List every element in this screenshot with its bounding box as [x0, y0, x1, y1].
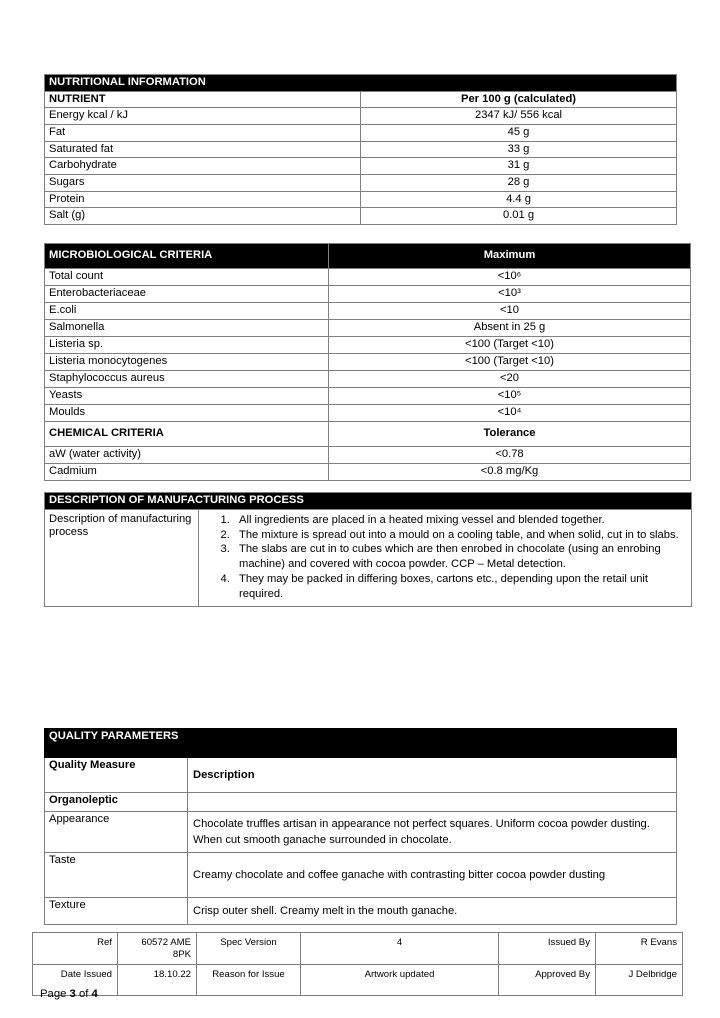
- process-steps-cell: [199, 509, 692, 606]
- quality-section-header-spacer: [188, 729, 677, 758]
- micro-criterion: Enterobacteriaceae: [45, 286, 329, 303]
- chemical-col-tolerance: Tolerance: [329, 422, 691, 447]
- chemical-section-title: CHEMICAL CRITERIA: [45, 422, 329, 447]
- nutrient-value: 31 g: [361, 158, 677, 175]
- footer-issued-by-value: R Evans: [596, 933, 683, 965]
- quality-column-headers: [45, 758, 677, 793]
- table-row: [45, 286, 691, 303]
- micro-section-title: MICROBIOLOGICAL CRITERIA: [45, 244, 329, 269]
- micro-criterion: Total count: [45, 269, 329, 286]
- nutrient-name: Salt (g): [45, 208, 361, 225]
- table-row: [45, 509, 692, 606]
- nutrient-value: 45 g: [361, 124, 677, 141]
- quality-col-description: Description: [188, 758, 677, 793]
- table-row: [45, 371, 691, 388]
- table-row: [45, 337, 691, 354]
- footer-date-issued-label: Date Issued: [33, 965, 118, 996]
- footer-spec-version-label: Spec Version: [197, 933, 301, 965]
- quality-parameters-table: [44, 728, 677, 925]
- chemical-value: <0.78: [329, 447, 691, 464]
- manufacturing-process-table: [44, 492, 692, 607]
- table-row: [45, 447, 691, 464]
- chemical-value: <0.8 mg/Kg: [329, 464, 691, 481]
- table-row: [45, 208, 677, 225]
- footer-approved-by-label: Approved By: [499, 965, 596, 996]
- footer-ref-label: Ref: [33, 933, 118, 965]
- quality-group-row: [45, 793, 677, 812]
- nutrition-column-headers: [45, 91, 677, 108]
- chemical-criterion: Cadmium: [45, 464, 329, 481]
- nutrition-section-title: NUTRITIONAL INFORMATION: [45, 75, 677, 92]
- page-number: [40, 988, 98, 1000]
- quality-measure: Texture: [45, 898, 188, 925]
- table-row: [45, 174, 677, 191]
- list-item: 2. The mixture is spread out into a mould on a cooling table, and when solid, cut in to slabs.: [233, 528, 685, 543]
- table-row: [45, 464, 691, 481]
- process-steps-list: [199, 513, 685, 602]
- process-label: Description of manufacturing process: [45, 509, 199, 606]
- footer-spec-version-value: 4: [301, 933, 499, 965]
- micro-value: <10³: [329, 286, 691, 303]
- process-section-title: DESCRIPTION OF MANUFACTURING PROCESS: [45, 493, 692, 510]
- table-row: [45, 388, 691, 405]
- micro-criterion: Yeasts: [45, 388, 329, 405]
- table-row: [45, 320, 691, 337]
- footer-reason-label: Reason for Issue: [197, 965, 301, 996]
- page-number-current: 3: [69, 988, 76, 1000]
- nutrition-col-value: Per 100 g (calculated): [361, 91, 677, 108]
- micro-criterion: Listeria sp.: [45, 337, 329, 354]
- page-number-prefix: Page: [40, 988, 67, 1000]
- nutrient-name: Protein: [45, 191, 361, 208]
- chemical-criterion: aW (water activity): [45, 447, 329, 464]
- nutrient-value: 0.01 g: [361, 208, 677, 225]
- nutrient-name: Carbohydrate: [45, 158, 361, 175]
- quality-description: Crisp outer shell. Creamy melt in the mouth ganache.: [188, 898, 677, 925]
- micro-col-maximum: Maximum: [329, 244, 691, 269]
- table-row: [45, 405, 691, 422]
- nutritional-information-table: [44, 74, 677, 225]
- micro-criterion: Staphylococcus aureus: [45, 371, 329, 388]
- quality-col-measure: Quality Measure: [45, 758, 188, 793]
- quality-measure: Taste: [45, 853, 188, 898]
- micro-value: <100 (Target <10): [329, 337, 691, 354]
- quality-section-header: [45, 729, 677, 758]
- microbiological-criteria-table: [44, 243, 691, 481]
- quality-description: Chocolate truffles artisan in appearance not perfect squares. Uniform cocoa powder dusting. When cut smooth ganache surrounded in chocolate.: [188, 812, 677, 853]
- page-number-middle: of: [78, 988, 89, 1000]
- micro-value: <20: [329, 371, 691, 388]
- footer-issued-by-label: Issued By: [499, 933, 596, 965]
- quality-group-label: Organoleptic: [45, 793, 188, 812]
- micro-value: <10⁵: [329, 388, 691, 405]
- nutrition-col-nutrient: NUTRIENT: [45, 91, 361, 108]
- page-number-total: 4: [91, 988, 98, 1000]
- nutrient-name: Saturated fat: [45, 141, 361, 158]
- nutrient-value: 28 g: [361, 174, 677, 191]
- quality-group-empty: [188, 793, 677, 812]
- table-row: [45, 303, 691, 320]
- table-row: [45, 141, 677, 158]
- nutrient-name: Fat: [45, 124, 361, 141]
- micro-criterion: Listeria monocytogenes: [45, 354, 329, 371]
- micro-value: <10: [329, 303, 691, 320]
- list-item: 3. The slabs are cut in to cubes which are then enrobed in chocolate (using an enrobing machine) and covered with cocoa powder. CCP – Metal detection.: [233, 542, 685, 572]
- micro-section-header: [45, 244, 691, 269]
- table-row: [45, 898, 677, 925]
- list-item: 4. They may be packed in differing boxes, cartons etc., depending upon the retail unit required.: [233, 572, 685, 602]
- table-row: [45, 812, 677, 853]
- table-row: [45, 124, 677, 141]
- micro-criterion: E.coli: [45, 303, 329, 320]
- micro-value: <10⁶: [329, 269, 691, 286]
- chemical-criteria-header: [45, 422, 691, 447]
- quality-description: Creamy chocolate and coffee ganache with contrasting bitter cocoa powder dusting: [188, 853, 677, 898]
- table-row: [45, 108, 677, 125]
- footer-ref-value: 60572 AME 8PK: [118, 933, 197, 965]
- micro-criterion: Moulds: [45, 405, 329, 422]
- nutrition-section-header: [45, 75, 677, 92]
- nutrient-name: Energy kcal / kJ: [45, 108, 361, 125]
- table-row: [45, 158, 677, 175]
- nutrient-value: 2347 kJ/ 556 kcal: [361, 108, 677, 125]
- micro-value: Absent in 25 g: [329, 320, 691, 337]
- footer-date-issued-value: 18.10.22: [118, 965, 197, 996]
- quality-measure: Appearance: [45, 812, 188, 853]
- footer-approved-by-value: J Delbridge: [596, 965, 683, 996]
- list-item: 1. All ingredients are placed in a heated mixing vessel and blended together.: [233, 513, 685, 528]
- quality-section-title: QUALITY PARAMETERS: [45, 729, 188, 758]
- table-row: [45, 269, 691, 286]
- process-section-header: [45, 493, 692, 510]
- micro-value: <10⁴: [329, 405, 691, 422]
- nutrient-value: 4.4 g: [361, 191, 677, 208]
- footer-row-ref: [33, 933, 683, 965]
- footer-reason-value: Artwork updated: [301, 965, 499, 996]
- document-footer-table: [32, 932, 683, 996]
- nutrient-name: Sugars: [45, 174, 361, 191]
- nutrient-value: 33 g: [361, 141, 677, 158]
- table-row: [45, 191, 677, 208]
- table-row: [45, 354, 691, 371]
- table-row: [45, 853, 677, 898]
- micro-criterion: Salmonella: [45, 320, 329, 337]
- micro-value: <100 (Target <10): [329, 354, 691, 371]
- footer-row-date: [33, 965, 683, 996]
